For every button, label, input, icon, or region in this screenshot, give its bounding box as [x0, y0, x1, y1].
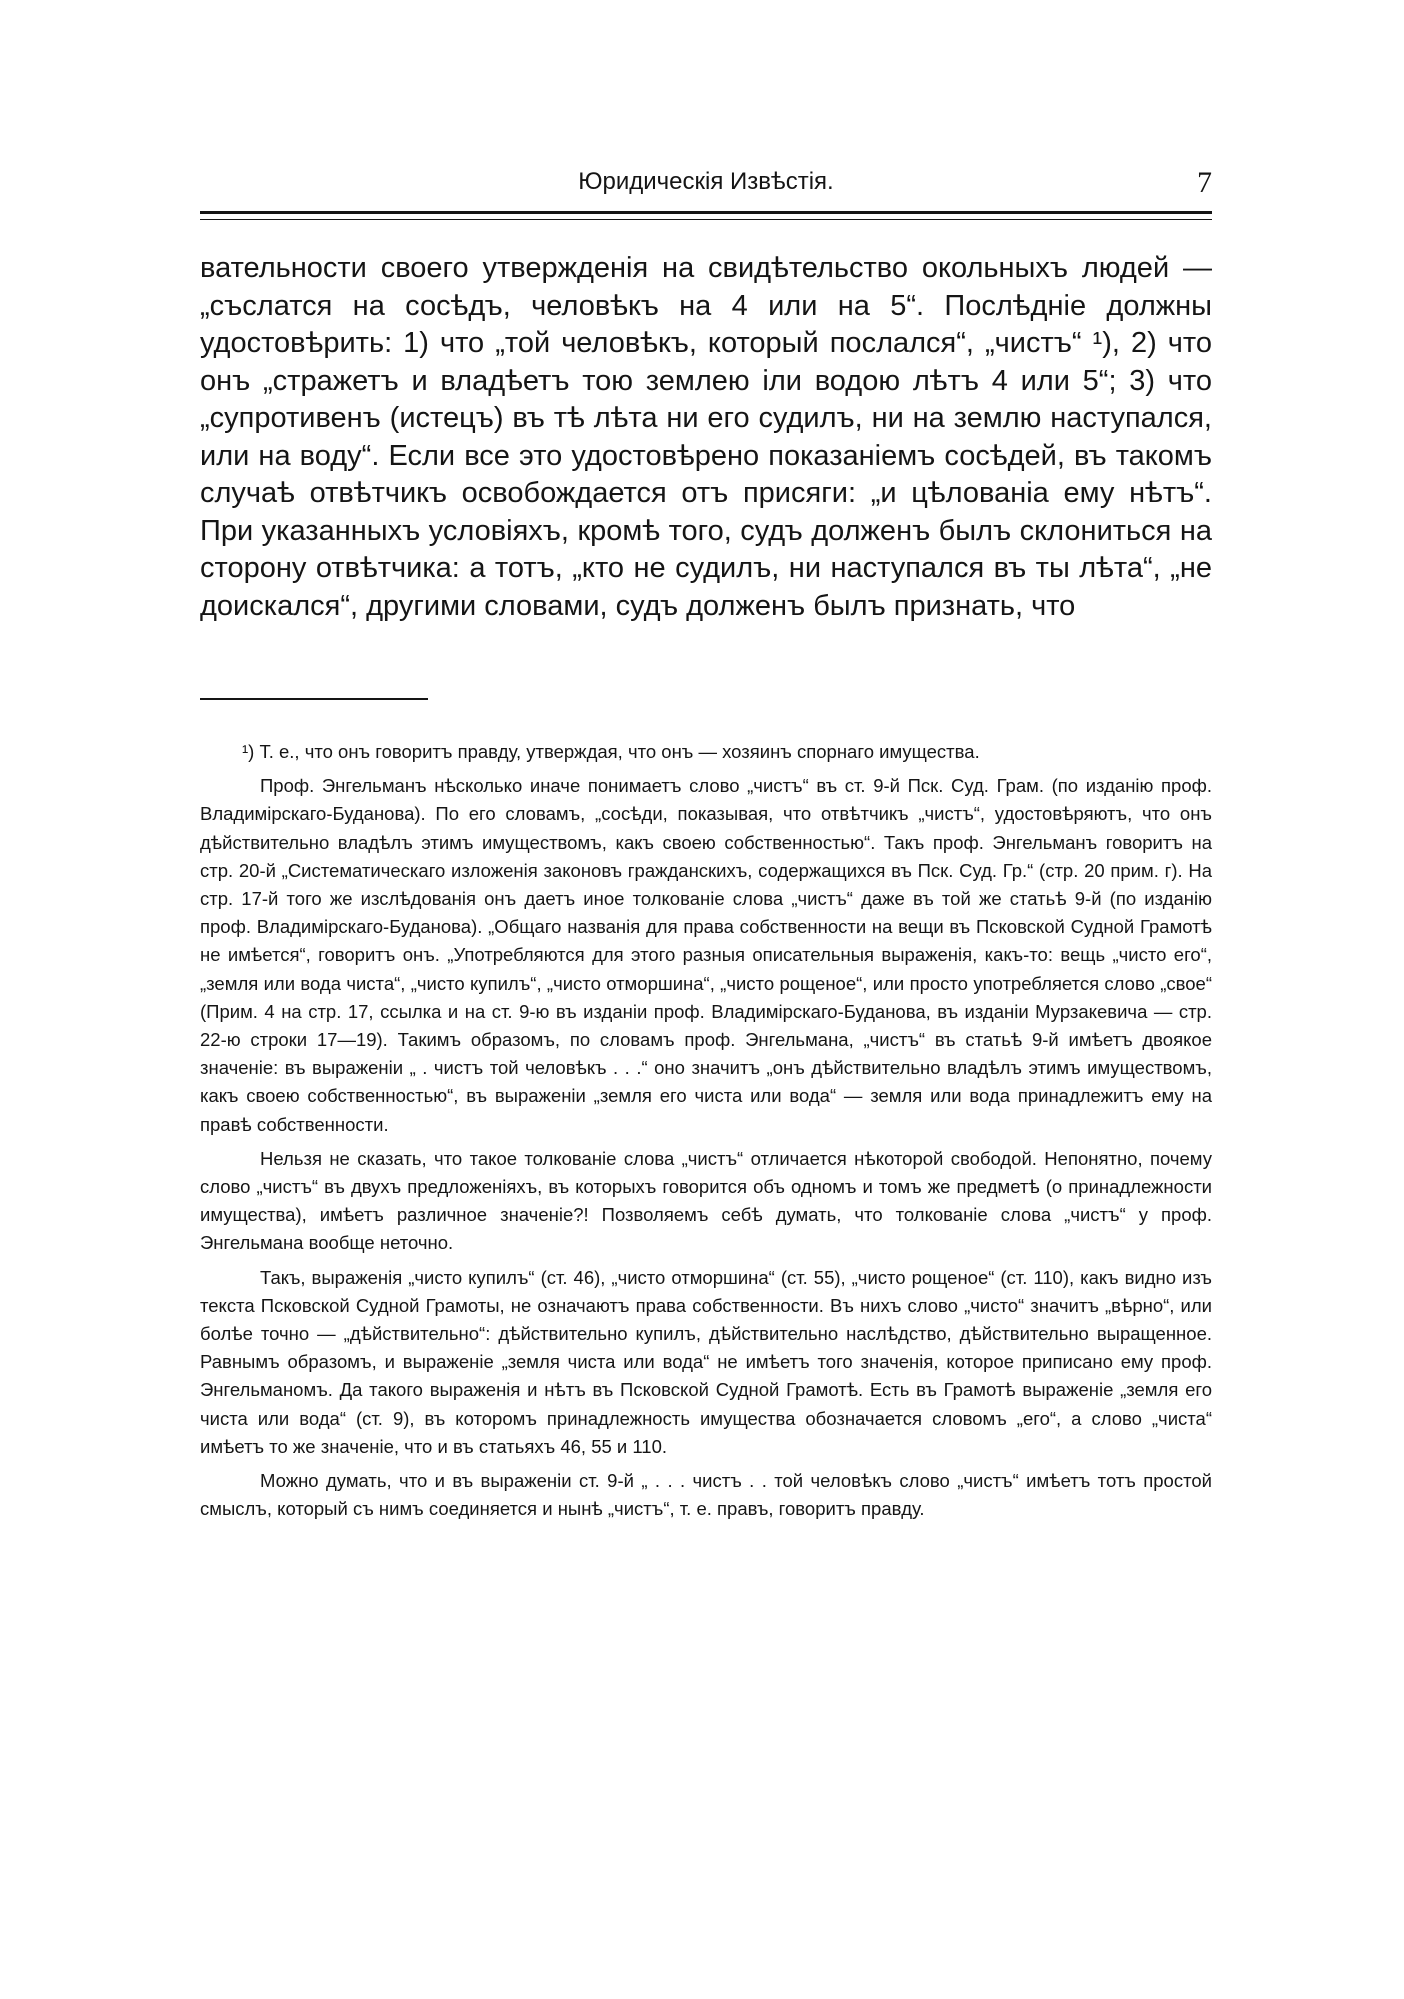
page-header [200, 168, 1212, 210]
footnote-paragraph: Нельзя не сказать, что такое толкованіе слова „чистъ“ отличается нѣкоторой свободой. Непонятно, почему слово „чистъ“ въ двухъ предложеніяхъ, въ которыхъ говорится объ одномъ и томъ же предметѣ (о принадлежности имущества), имѣетъ различное значеніе?! Позволяемъ себѣ думать, что толкованіе слова „чистъ“ у проф. Энгельмана вообще неточно. [200, 1147, 1212, 1254]
footnote-paragraph: Проф. Энгельманъ нѣсколько иначе понимаетъ слово „чистъ“ въ ст. 9-й Пск. Суд. Грам. (по изданію проф. Владимірскаго-Буданова). По его словамъ, „сосѣди, показывая, что отвѣтчикъ „чистъ“, удостовѣряютъ, что онъ дѣйствительно владѣлъ этимъ имуществомъ, какъ своею собственностью“. Такъ проф. Энгельманъ говоритъ на стр. 20-й „Систематическаго изложенія законовъ гражданскихъ, содержащихся въ Пск. Суд. Гр.“ (стр. 20 прим. г). На стр. 17-й того же изслѣдованія онъ даетъ иное толкованіе слова „чистъ“ даже въ той же статьѣ 9-й (по изданію проф. Владимірскаго-Буданова). „Общаго названія для права собственности на вещи въ Псковской Судной Грамотѣ не имѣется“, говоритъ онъ. „Употребляются для этого разныя описательныя выраженія, какъ-то: вещь „чисто его“, „земля или вода чиста“, „чисто купилъ“, „чисто отморшина“, „чисто рощеное“, или просто употребляется слово „свое“ (Прим. 4 на стр. 17, ссылка и на ст. 9-ю въ изданіи проф. Владимірскаго-Буданова, въ изданіи Мурзакевича — стр. 22-ю строки 17—19). Такимъ образомъ, по словамъ проф. Энгельмана, „чистъ“ въ статьѣ 9-й имѣетъ двоякое значеніе: въ выраженіи „ . чистъ той человѣкъ . . .“ оно значитъ „онъ дѣйствительно владѣлъ этимъ имуществомъ, какъ своею собственностью“, въ выраженіи „земля его чиста или вода“ — земля или вода принадлежитъ ему на правѣ собственности. [200, 775, 1212, 1135]
header-rule-thin [200, 219, 1212, 220]
footnotes [200, 738, 1212, 1529]
footnote-paragraph: Такъ, выраженія „чисто купилъ“ (ст. 46), „чисто отморшина“ (ст. 55), „чисто рощеное“ (ст. 110), какъ видно изъ текста Псковской Судной Грамоты, не означаютъ права собственности. Въ нихъ слово „чисто“ значитъ „вѣрно“, или болѣе точно — „дѣйствительно“: дѣйствительно купилъ, дѣйствительно наслѣдство, дѣйствительно выращенное. Равнымъ образомъ, и выраженіе „земля чиста или вода“ не имѣетъ того значенія, которое приписано ему проф. Энгельманомъ. Да такого выраженія и нѣтъ въ Псковской Судной Грамотѣ. Есть въ Грамотѣ выраженіе „земля его чиста или вода“ (ст. 9), въ которомъ принадлежность имущества обозначается словомъ „его“, а слово „чиста“ имѣетъ то же значеніе, что и въ статьяхъ 46, 55 и 110. [200, 1266, 1212, 1457]
main-paragraph-text: вательности своего утвержденія на свидѣтельство окольныхъ людей — „съслатся на сосѣдъ, человѣкъ на 4 или на 5“. Послѣдніе должны удостовѣрить: 1) что „той человѣкъ, который послался“, „чистъ“ ¹), 2) что онъ „стражетъ и владѣетъ тою землею іли водою лѣтъ 4 или 5“; 3) что „супротивенъ (истецъ) въ тѣ лѣта ни его судилъ, ни на землю наступался, или на воду“. Если все это удостовѣрено показаніемъ сосѣдей, въ такомъ случаѣ отвѣтчикъ освобождается отъ присяги: „и цѣлованіа ему нѣтъ“. При указанныхъ условіяхъ, кромѣ того, судъ долженъ былъ склониться на сторону отвѣтчика: а тотъ, „кто не судилъ, ни наступался въ ты лѣта“, „не доискался“, другими словами, судъ долженъ былъ признать, что [200, 252, 1212, 622]
main-paragraph [200, 250, 1212, 625]
footnote-1: ¹) Т. е., что онъ говоритъ правду, утверждая, что онъ — хозяинъ спорнаго имущества. [242, 741, 980, 762]
running-title: Юридическія Извѣстія. [578, 168, 834, 195]
footnote-separator [200, 698, 428, 700]
page-number: 7 [1197, 166, 1212, 199]
header-rule-thick [200, 211, 1212, 214]
footnote-paragraph: Можно думать, что и въ выраженіи ст. 9-й „ . . . чистъ . . той человѣкъ слово „чистъ“ имѣетъ тотъ простой смыслъ, который съ нимъ соединяется и нынѣ „чистъ“, т. е. правъ, говоритъ правду. [200, 1470, 1212, 1520]
